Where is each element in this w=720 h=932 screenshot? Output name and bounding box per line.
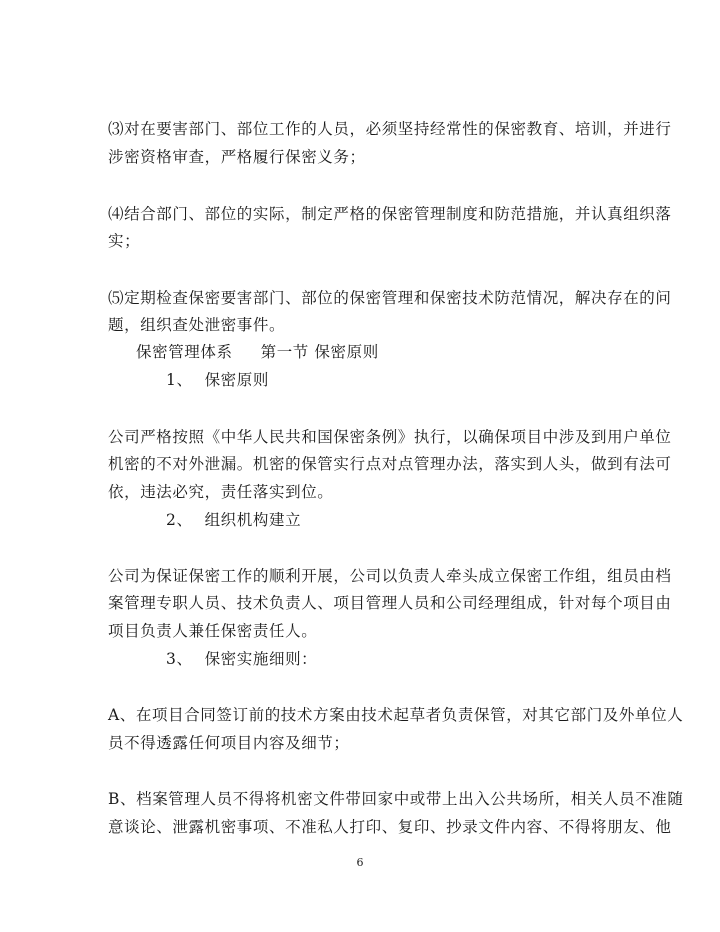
paragraph-5-line-1: ⑸定期检查保密要害部门、部位的保密管理和保密技术防范情况，解决存在的问 xyxy=(108,289,672,307)
org-line-3: 项目负责人兼任保密责任人。 xyxy=(108,622,318,640)
paragraph-3-line-1: ⑶对在要害部门、部位工作的人员，必须坚持经常性的保密教育、培训，并进行 xyxy=(108,120,672,138)
section-heading-right: 第一节 保密原则 xyxy=(260,343,379,361)
heading-3-text: 保密实施细则： xyxy=(204,650,318,668)
org-line-1: 公司为保证保密工作的顺利开展，公司以负责人牵头成立保密工作组，组员由档 xyxy=(108,567,672,585)
principle-line-2: 机密的不对外泄漏。机密的保管实行点对点管理办法，落实到人头，做到有法可 xyxy=(108,455,672,473)
section-heading xyxy=(136,342,379,362)
paragraph-3-line-2: 涉密资格审查，严格履行保密义务； xyxy=(108,148,366,166)
item-b-line-2: 意谈论、泄露机密事项、不准私人打印、复印、抄录文件内容、不得将朋友、他 xyxy=(108,818,672,836)
item-b-line-1: B、档案管理人员不得将机密文件带回家中或带上出入公共场所，相关人员不准随 xyxy=(108,790,684,808)
heading-2-text: 组织机构建立 xyxy=(204,511,302,529)
page-number: 6 xyxy=(356,856,364,869)
heading-1-number: 1、 xyxy=(166,371,193,389)
heading-3 xyxy=(166,649,317,669)
item-a-line-2: 员不得透露任何项目内容及细节； xyxy=(108,734,350,752)
paragraph-4-line-2: 实； xyxy=(108,232,141,250)
heading-1-text: 保密原则 xyxy=(204,371,269,389)
org-line-2: 案管理专职人员、技术负责人、项目管理人员和公司经理组成，针对每个项目由 xyxy=(108,594,672,612)
principle-line-1: 公司严格按照《中华人民共和国保密条例》执行，以确保项目中涉及到用户单位 xyxy=(108,428,672,446)
paragraph-5-line-2: 题，组织查处泄密事件。 xyxy=(108,316,286,334)
heading-2-number: 2、 xyxy=(166,511,193,529)
paragraph-4-line-1: ⑷结合部门、部位的实际，制定严格的保密管理制度和防范措施，并认真组织落 xyxy=(108,205,672,223)
heading-3-number: 3、 xyxy=(166,650,193,668)
item-a-line-1: A、在项目合同签订前的技术方案由技术起草者负责保管，对其它部门及外单位人 xyxy=(108,706,684,724)
heading-1 xyxy=(166,370,269,390)
principle-line-3: 依，违法必究，责任落实到位。 xyxy=(108,483,334,501)
section-heading-left: 保密管理体系 xyxy=(136,343,233,361)
heading-2 xyxy=(166,510,301,530)
